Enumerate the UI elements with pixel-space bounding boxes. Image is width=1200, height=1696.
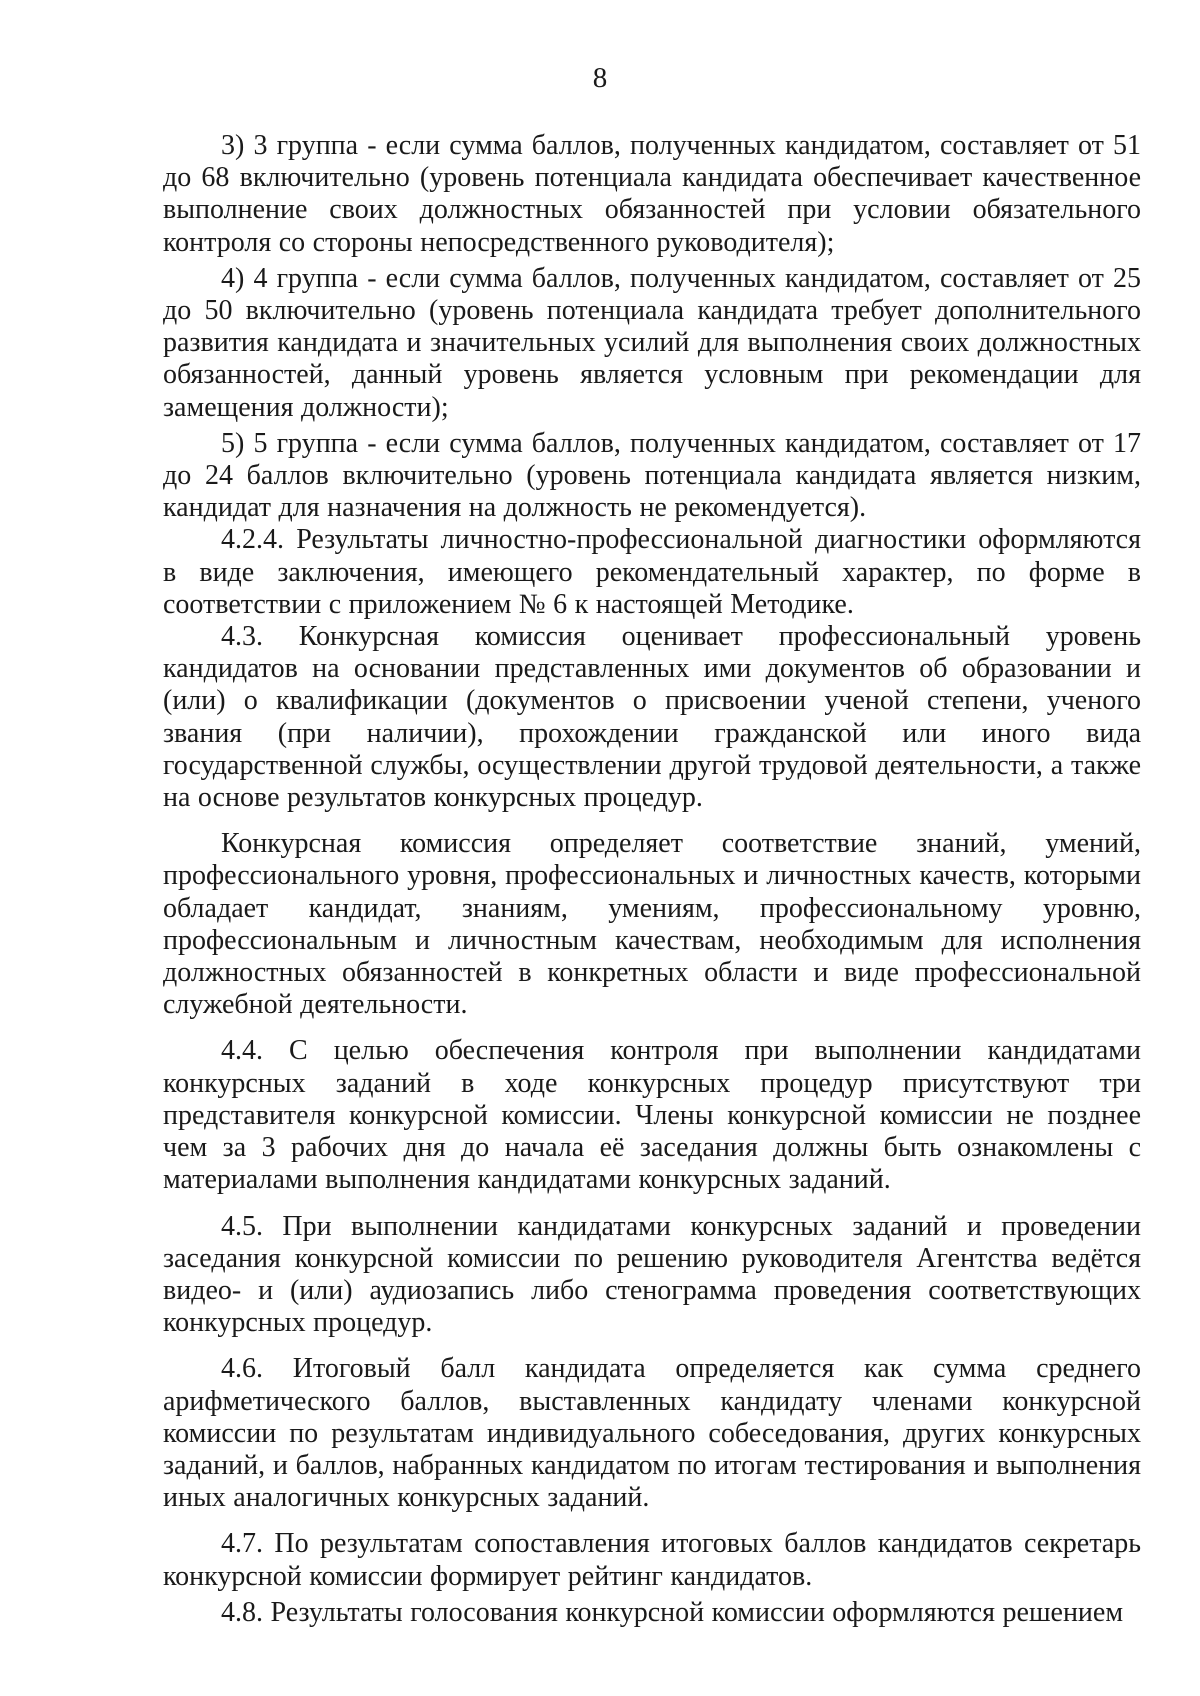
paragraph-commission-assessment: Конкурсная комиссия определяет соответствие знаний, умений, профессионального уровня, профессиональных и личностных качеств, которыми обладает кандидат, знаниям, умениям, профессиональному уровню, профессиональным и личностным качествам, необходимым для исполнения должностных обязанностей в конкретных области и виде профессиональной служебной деятельности. xyxy=(163,828,1141,1021)
document-body xyxy=(163,130,1141,1629)
paragraph-4-2-4: 4.2.4. Результаты личностно-профессиональной диагностики оформляются в виде заключения, имеющего рекомендательный характер, по форме в соответствии с приложением № 6 к настоящей Методике. xyxy=(163,524,1141,620)
paragraph-4-8: 4.8. Результаты голосования конкурсной комиссии оформляются решением xyxy=(221,1596,1124,1628)
paragraph-4-3: 4.3. Конкурсная комиссия оценивает профессиональный уровень кандидатов на основании представленных ими документов об образовании и (или) о квалификации (документов о присвоении ученой степени, ученого звания (при наличии), прохождении гражданской или иного вида государственной службы, осуществлении другой трудовой деятельности, а также на основе результатов конкурсных процедур. xyxy=(163,621,1141,814)
page-number: 8 xyxy=(592,62,608,94)
paragraph-4-7: 4.7. По результатам сопоставления итоговых баллов кандидатов секретарь конкурсной комиссии формирует рейтинг кандидатов. xyxy=(163,1528,1141,1592)
paragraph-4-5: 4.5. При выполнении кандидатами конкурсных заданий и проведении заседания конкурсной комиссии по решению руководителя Агентства ведётся видео- и (или) аудиозапись либо стенограмма проведения соответствующих конкурсных процедур. xyxy=(163,1210,1141,1339)
paragraph-group-3: 3) 3 группа - если сумма баллов, полученных кандидатом, составляет от 51 до 68 включительно (уровень потенциала кандидата обеспечивает качественное выполнение своих должностных обязанностей при условии обязательного контроля со стороны непосредственного руководителя); xyxy=(163,130,1141,258)
paragraph-group-5: 5) 5 группа - если сумма баллов, полученных кандидатом, составляет от 17 до 24 баллов включительно (уровень потенциала кандидата является низким, кандидат для назначения на должность не рекомендуется). xyxy=(163,427,1141,524)
paragraph-4-4: 4.4. С целью обеспечения контроля при выполнении кандидатами конкурсных заданий в ходе конкурсных процедур присутствуют три представителя конкурсной комиссии. Члены конкурсной комиссии не позднее чем за 3 рабочих дня до начала её заседания должны быть ознакомлены с материалами выполнения кандидатами конкурсных заданий. xyxy=(163,1035,1141,1196)
paragraph-4-6: 4.6. Итоговый балл кандидата определяется как сумма среднего арифметического баллов, выставленных кандидату членами конкурсной комиссии по результатам индивидуального собеседования, других конкурсных заданий, и баллов, набранных кандидатом по итогам тестирования и выполнения иных аналогичных конкурсных заданий. xyxy=(163,1353,1141,1514)
paragraph-group-4: 4) 4 группа - если сумма баллов, полученных кандидатом, составляет от 25 до 50 включительно (уровень потенциала кандидата требует дополнительного развития кандидата и значительных усилий для выполнения своих должностных обязанностей, данный уровень является условным при рекомендации для замещения должности); xyxy=(163,262,1141,423)
